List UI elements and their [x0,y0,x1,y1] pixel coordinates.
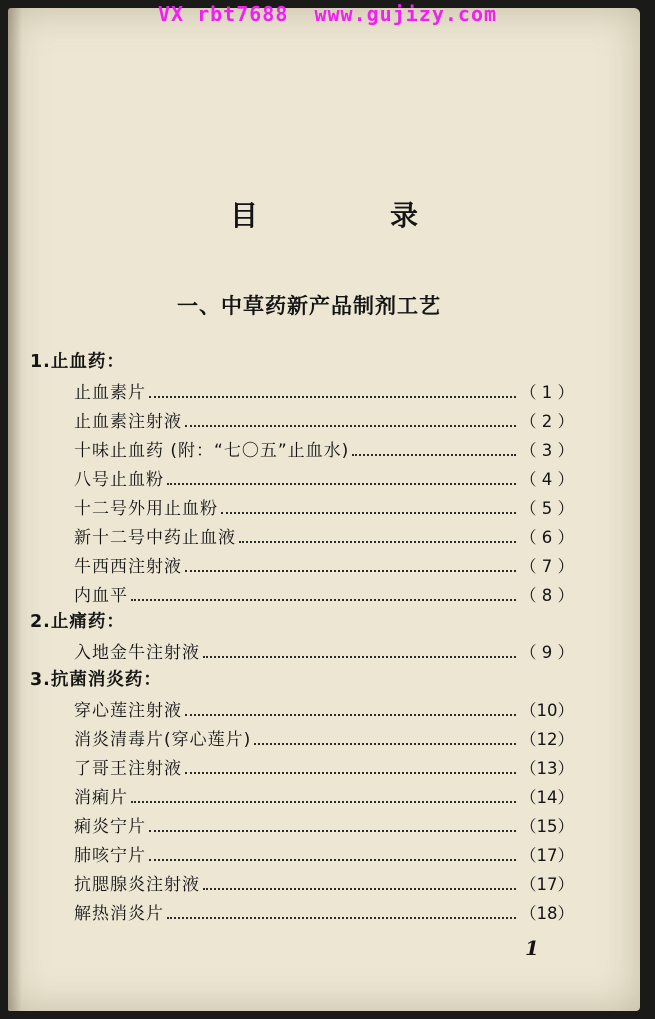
toc-entry-title: 入地金牛注射液 [74,643,200,663]
toc-entry-page: （15） [520,817,574,836]
dot-leader [221,511,516,514]
toc-entry-title: 十味止血药 (附：“七〇五”止血水) [74,441,350,461]
toc-entry-title: 消痢片 [74,788,128,808]
toc-entry-page: （10） [520,701,574,720]
dot-leader [203,655,516,658]
category-heading: 1.止血药： [30,352,125,372]
dot-leader [239,540,516,543]
section-heading: 一、中草药新产品制剂工艺 [177,294,441,318]
dot-leader [185,424,516,427]
toc-entry-page: （ 3 ） [520,441,574,460]
toc-entry-page: （14） [520,788,574,807]
dot-leader [149,858,516,861]
toc-entry-title: 新十二号中药止血液 [74,528,236,548]
toc-entry-title: 了哥王注射液 [74,759,182,779]
toc-entry-title: 十二号外用止血粉 [74,499,218,519]
dot-leader [203,887,516,890]
toc-entry-title: 止血素片 [74,383,146,403]
watermark-text: VX rbt7688 www.gujizy.com [157,2,498,26]
dot-leader [167,482,516,485]
toc-entry-page: （12） [520,730,574,749]
dot-leader [131,598,516,601]
toc-entry-title: 穿心莲注射液 [74,701,182,721]
toc-entry-page: （13） [520,759,574,778]
toc-entry-page: （17） [520,846,574,865]
dot-leader [149,395,516,398]
dot-leader [254,742,516,745]
toc-entry[interactable] [74,378,574,403]
toc-entry[interactable] [74,523,574,548]
toc-entry-page: （ 7 ） [520,557,574,576]
toc-entry[interactable] [74,494,574,519]
toc-entry-title: 牛西西注射液 [74,557,182,577]
toc-entry-page: （ 1 ） [520,383,574,402]
toc-entry[interactable] [74,581,574,606]
dot-leader [185,569,516,572]
toc-entry[interactable] [74,436,574,461]
toc-entry-title: 消炎清毒片(穿心莲片) [74,730,252,750]
toc-entry-page: （ 6 ） [520,528,574,547]
toc-entry[interactable] [74,812,574,837]
book-page [8,8,640,1011]
toc-entry-title: 肺咳宁片 [74,846,146,866]
dot-leader [167,916,516,919]
dot-leader [352,453,516,456]
toc-entry[interactable] [74,870,574,895]
toc-entry-page: （ 5 ） [520,499,574,518]
toc-entry-page: （18） [520,904,574,923]
toc-entry-title: 八号止血粉 [74,470,164,490]
category-heading: 2.止痛药： [30,612,125,632]
toc-entry[interactable] [74,725,574,750]
toc-entry-page: （17） [520,875,574,894]
page-title: 目 录 [229,199,470,232]
toc-entry-title: 止血素注射液 [74,412,182,432]
toc-entry-page: （ 9 ） [520,643,574,662]
toc-entry-title: 内血平 [74,586,128,606]
category-heading: 3.抗菌消炎药： [30,670,162,690]
toc-entry-page: （ 4 ） [520,470,574,489]
toc-entry[interactable] [74,754,574,779]
page-number: 1 [525,936,539,960]
toc-entry[interactable] [74,407,574,432]
toc-entry[interactable] [74,552,574,577]
toc-entry-title: 抗腮腺炎注射液 [74,875,200,895]
toc-entry-page: （ 2 ） [520,412,574,431]
toc-entry[interactable] [74,841,574,866]
dot-leader [149,829,516,832]
dot-leader [131,800,516,803]
dot-leader [185,713,516,716]
toc-entry[interactable] [74,899,574,924]
toc-entry[interactable] [74,696,574,721]
toc-entry[interactable] [74,465,574,490]
toc-entry[interactable] [74,638,574,663]
toc-entry-title: 解热消炎片 [74,904,164,924]
dot-leader [185,771,516,774]
toc-entry-title: 痢炎宁片 [74,817,146,837]
table-of-contents [8,8,640,1011]
toc-entry[interactable] [74,783,574,808]
toc-entry-page: （ 8 ） [520,586,574,605]
